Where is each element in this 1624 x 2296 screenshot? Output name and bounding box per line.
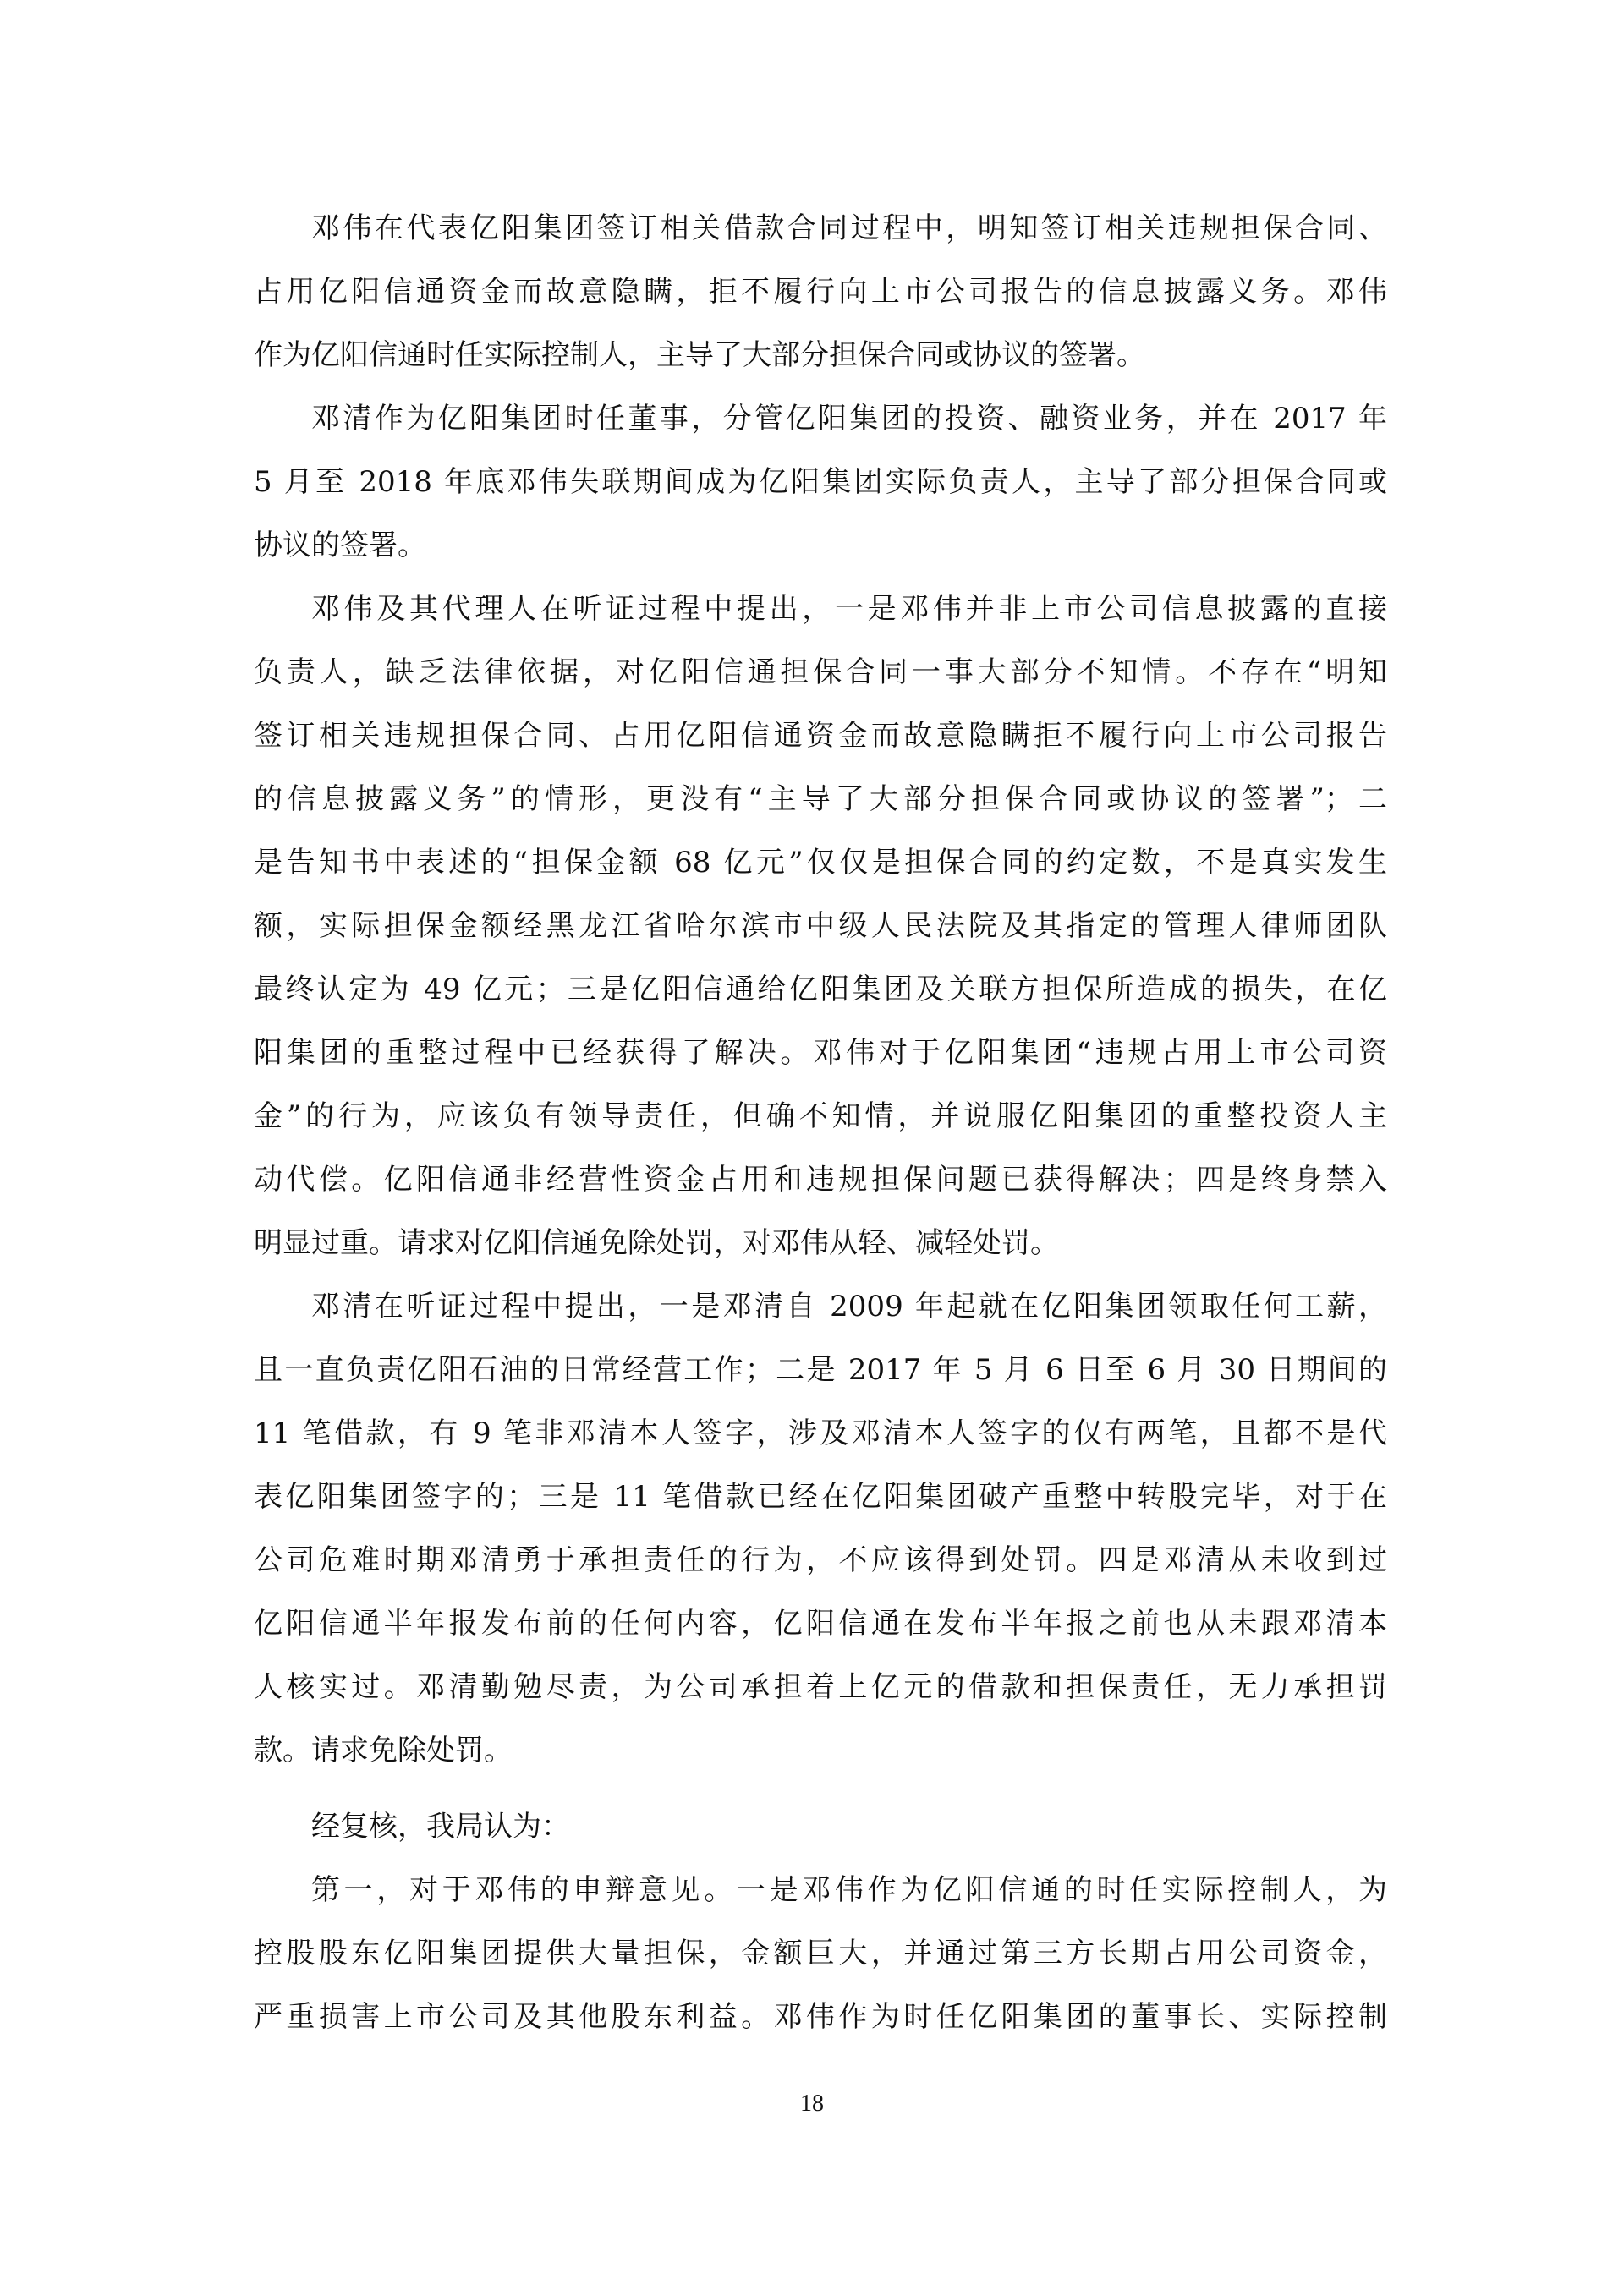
paragraph-2-line-2: 5 月至 2018 年底邓伟失联期间成为亿阳集团实际负责人，主导了部分担保合同或 (254, 465, 1387, 499)
paragraph-3-line-11: 明显过重。请求对亿阳信通免除处罚，对邓伟从轻、减轻处罚。 (254, 1226, 1059, 1260)
paragraph-1-line-1: 邓伟在代表亿阳集团签订相关借款合同过程中，明知签订相关违规担保合同、 (311, 211, 1387, 245)
paragraph-4-line-1: 邓清在听证过程中提出，一是邓清自 2009 年起就在亿阳集团领取任何工薪， (311, 1290, 1387, 1323)
paragraph-4-line-7: 人核实过。邓清勤勉尽责，为公司承担着上亿元的借款和担保责任，无力承担罚 (254, 1670, 1387, 1704)
paragraph-1-line-2: 占用亿阳信通资金而故意隐瞒，拒不履行向上市公司报告的信息披露义务。邓伟 (254, 275, 1387, 309)
paragraph-3-line-8: 阳集团的重整过程中已经获得了解决。邓伟对于亿阳集团“违规占用上市公司资 (254, 1036, 1387, 1070)
paragraph-2-line-3: 协议的签署。 (254, 529, 426, 562)
paragraph-3-line-9: 金”的行为，应该负有领导责任，但确不知情，并说服亿阳集团的重整投资人主 (254, 1099, 1387, 1133)
paragraph-1-line-3: 作为亿阳信通时任实际控制人，主导了大部分担保合同或协议的签署。 (254, 338, 1145, 372)
paragraph-4-line-5: 公司危难时期邓清勇于承担责任的行为，不应该得到处罚。四是邓清从未收到过 (254, 1543, 1387, 1577)
paragraph-4-line-4: 表亿阳集团签字的；三是 11 笔借款已经在亿阳集团破产重整中转股完毕，对于在 (254, 1480, 1387, 1514)
paragraph-3-line-2: 负责人，缺乏法律依据，对亿阳信通担保合同一事大部分不知情。不存在“明知 (254, 655, 1387, 689)
paragraph-6-line-1: 第一，对于邓伟的申辩意见。一是邓伟作为亿阳信通的时任实际控制人，为 (311, 1873, 1387, 1907)
review-conclusion-heading: 经复核，我局认为： (311, 1810, 570, 1844)
page-number: 18 (800, 2091, 824, 2117)
paragraph-4-line-2: 且一直负责亿阳石油的日常经营工作；二是 2017 年 5 月 6 日至 6 月 30 日期间的 (254, 1353, 1387, 1387)
paragraph-4-line-8: 款。请求免除处罚。 (254, 1734, 513, 1767)
paragraph-3-line-1: 邓伟及其代理人在听证过程中提出，一是邓伟并非上市公司信息披露的直接 (311, 592, 1387, 626)
paragraph-3-line-3: 签订相关违规担保合同、占用亿阳信通资金而故意隐瞒拒不履行向上市公司报告 (254, 719, 1387, 753)
paragraph-2-line-1: 邓清作为亿阳集团时任董事，分管亿阳集团的投资、融资业务，并在 2017 年 (311, 402, 1387, 436)
paragraph-6-line-2: 控股股东亿阳集团提供大量担保，金额巨大，并通过第三方长期占用公司资金， (254, 1937, 1387, 1970)
paragraph-3-line-7: 最终认定为 49 亿元；三是亿阳信通给亿阳集团及关联方担保所造成的损失，在亿 (254, 973, 1387, 1006)
paragraph-3-line-5: 是告知书中表述的“担保金额 68 亿元”仅仅是担保合同的约定数，不是真实发生 (254, 846, 1387, 879)
paragraph-6-line-3: 严重损害上市公司及其他股东利益。邓伟作为时任亿阳集团的董事长、实际控制 (254, 2000, 1387, 2034)
paragraph-3-line-4: 的信息披露义务”的情形，更没有“主导了大部分担保合同或协议的签署”；二 (254, 782, 1387, 816)
paragraph-3-line-6: 额，实际担保金额经黑龙江省哈尔滨市中级人民法院及其指定的管理人律师团队 (254, 909, 1387, 943)
paragraph-4-line-3: 11 笔借款，有 9 笔非邓清本人签字，涉及邓清本人签字的仅有两笔，且都不是代 (254, 1417, 1387, 1450)
paragraph-4-line-6: 亿阳信通半年报发布前的任何内容，亿阳信通在发布半年报之前也从未跟邓清本 (254, 1607, 1387, 1641)
paragraph-3-line-10: 动代偿。亿阳信通非经营性资金占用和违规担保问题已获得解决；四是终身禁入 (254, 1163, 1387, 1197)
